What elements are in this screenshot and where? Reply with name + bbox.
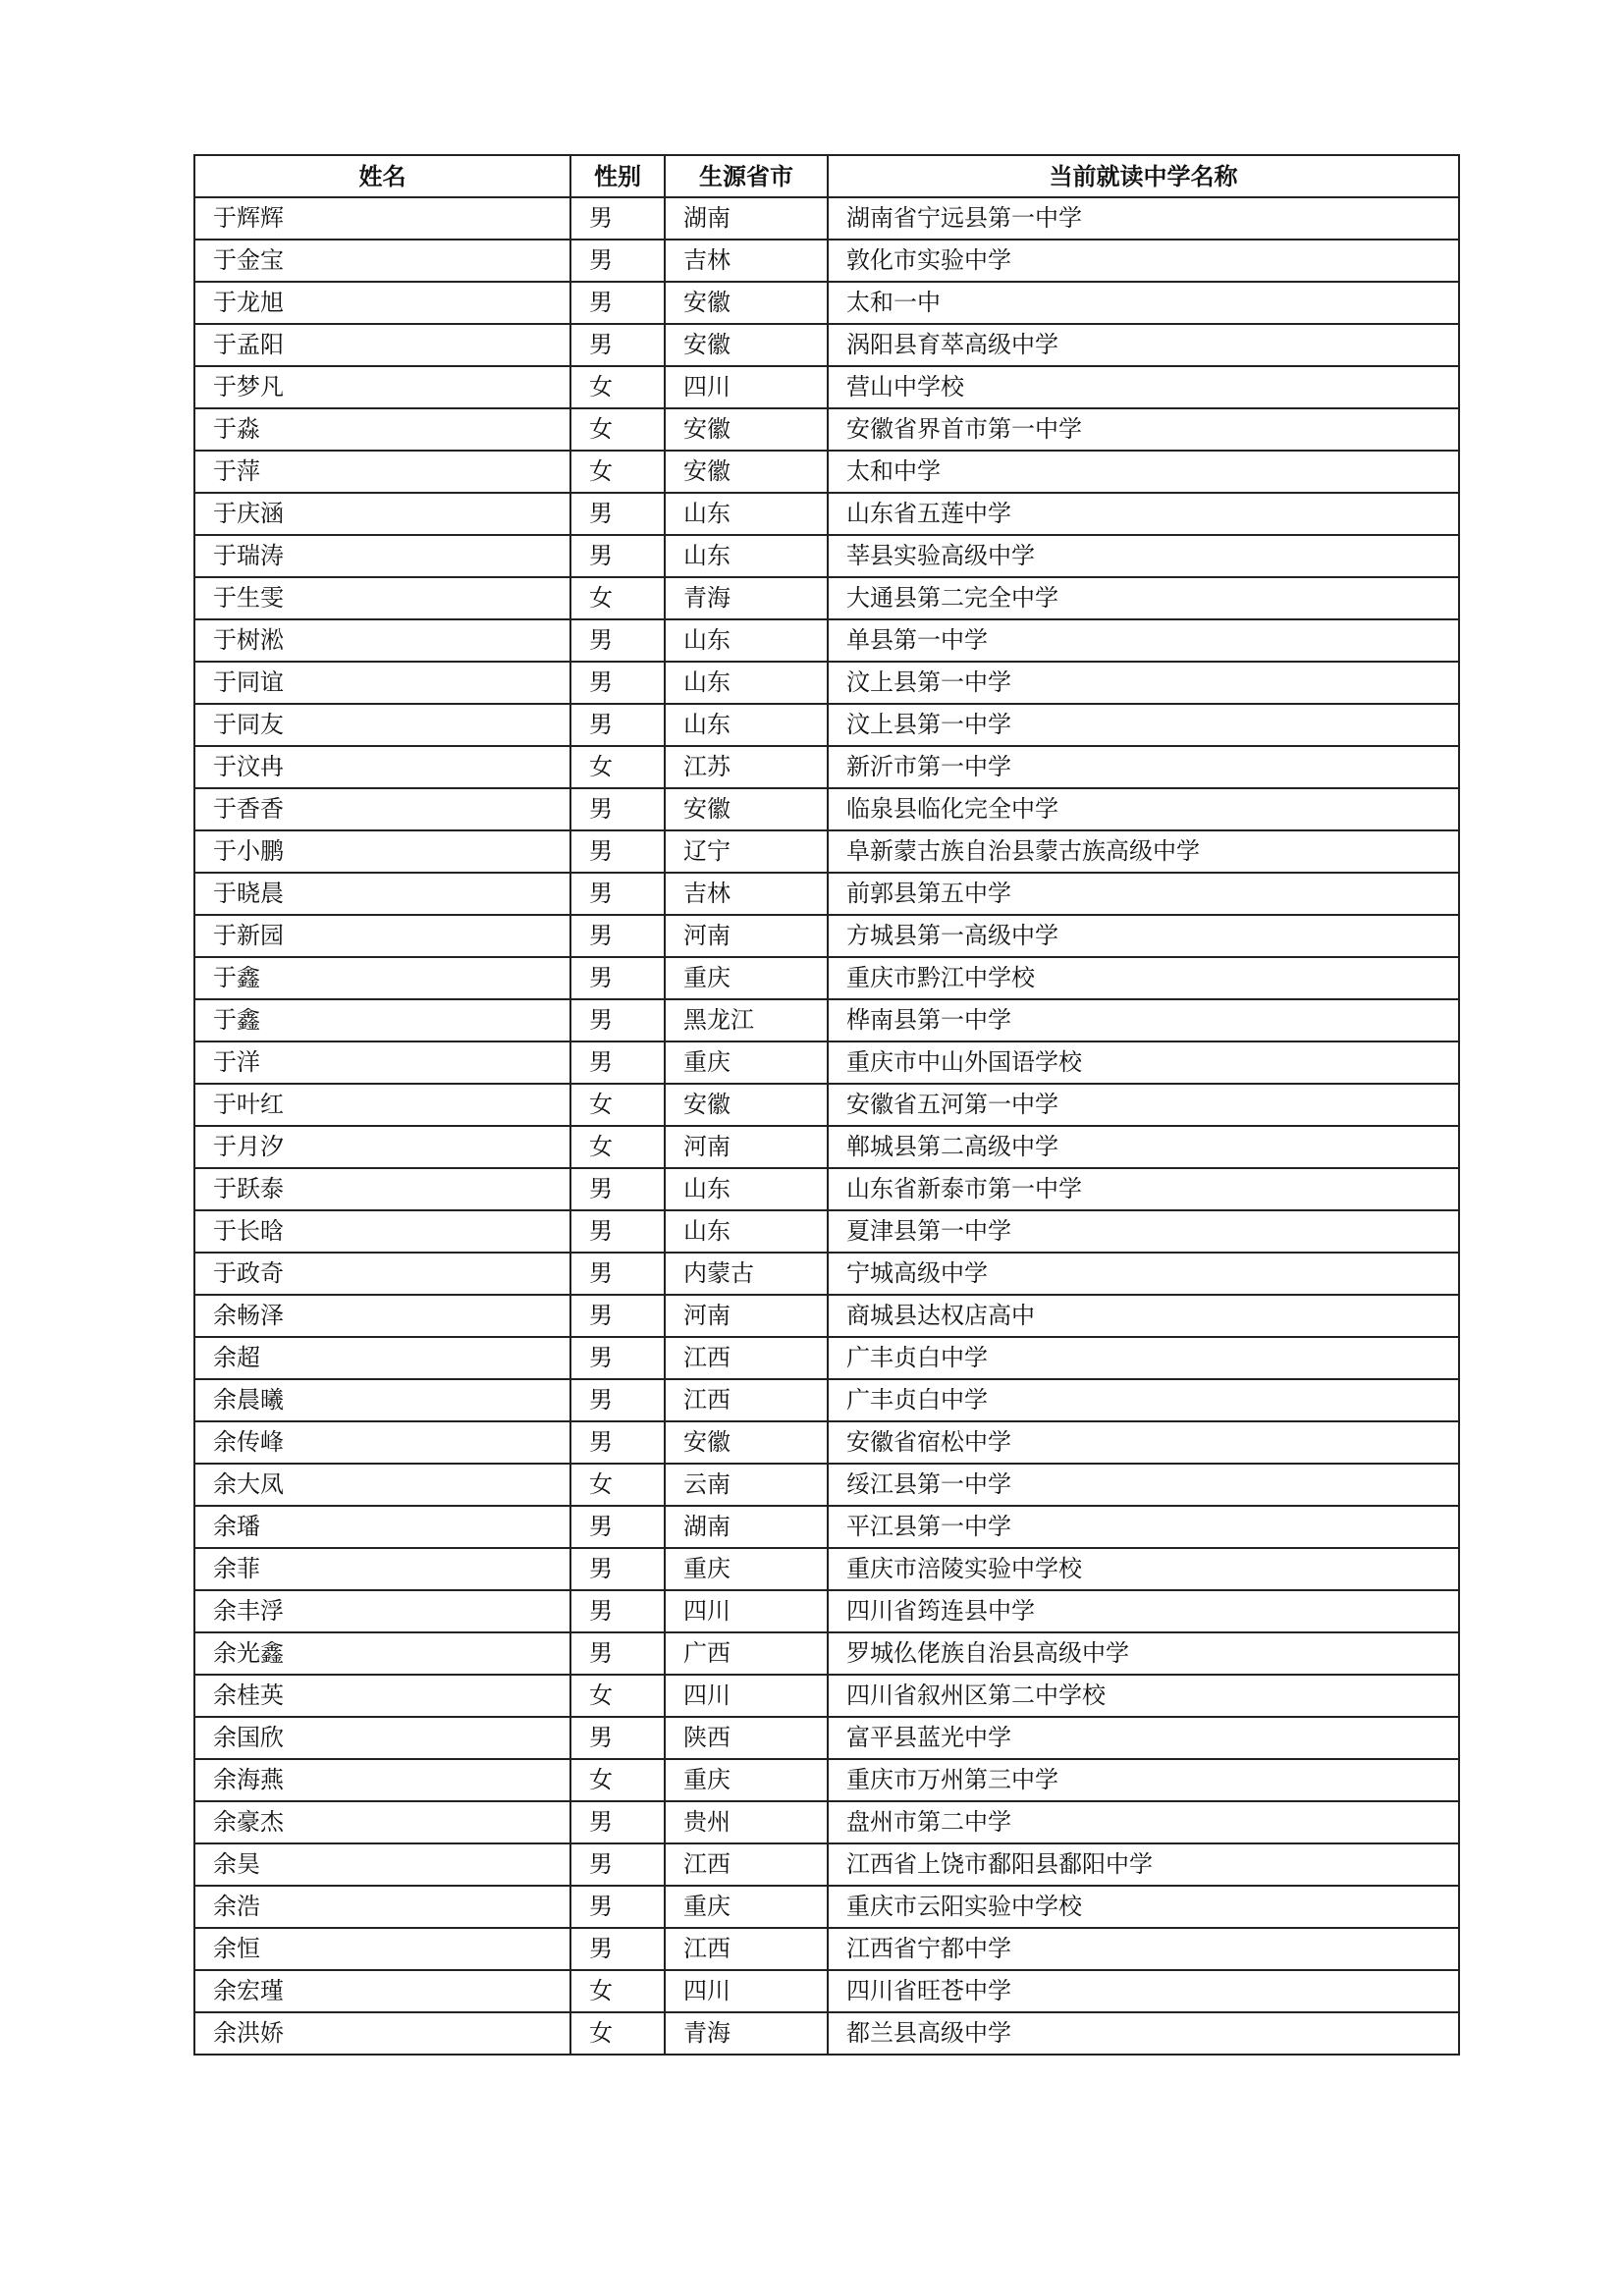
cell-province: 江西: [665, 1337, 828, 1379]
cell-school: 四川省旺苍中学: [828, 1970, 1459, 2012]
cell-province: 江西: [665, 1928, 828, 1970]
cell-province: 重庆: [665, 1041, 828, 1084]
cell-name: 于政奇: [194, 1253, 570, 1295]
cell-school: 阜新蒙古族自治县蒙古族高级中学: [828, 830, 1459, 873]
cell-school: 安徽省宿松中学: [828, 1421, 1459, 1464]
cell-name: 于金宝: [194, 240, 570, 282]
table-row: [194, 1041, 1459, 1084]
cell-province: 江西: [665, 1843, 828, 1886]
cell-school: 重庆市云阳实验中学校: [828, 1886, 1459, 1928]
cell-name: 于汶冉: [194, 746, 570, 788]
cell-province: 云南: [665, 1464, 828, 1506]
table-row: [194, 408, 1459, 451]
cell-school: 方城县第一高级中学: [828, 915, 1459, 957]
cell-gender: 女: [570, 1126, 665, 1168]
cell-province: 安徽: [665, 788, 828, 830]
cell-province: 广西: [665, 1632, 828, 1675]
cell-school: 夏津县第一中学: [828, 1210, 1459, 1253]
table-row: [194, 1506, 1459, 1548]
cell-name: 于同谊: [194, 662, 570, 704]
table-row: [194, 704, 1459, 746]
table-row: [194, 1675, 1459, 1717]
cell-school: 汶上县第一中学: [828, 662, 1459, 704]
cell-gender: 男: [570, 1632, 665, 1675]
cell-province: 安徽: [665, 324, 828, 366]
cell-school: 安徽省五河第一中学: [828, 1084, 1459, 1126]
cell-school: 江西省上饶市鄱阳县鄱阳中学: [828, 1843, 1459, 1886]
cell-province: 黑龙江: [665, 999, 828, 1041]
cell-province: 重庆: [665, 1886, 828, 1928]
cell-name: 于月汐: [194, 1126, 570, 1168]
cell-name: 于晓晨: [194, 873, 570, 915]
table-row: [194, 999, 1459, 1041]
cell-gender: 男: [570, 1253, 665, 1295]
cell-name: 余丰浮: [194, 1590, 570, 1632]
table-row: [194, 1126, 1459, 1168]
cell-name: 余浩: [194, 1886, 570, 1928]
cell-province: 贵州: [665, 1801, 828, 1843]
cell-gender: 男: [570, 1168, 665, 1210]
cell-gender: 男: [570, 1041, 665, 1084]
cell-province: 安徽: [665, 451, 828, 493]
header-school: 当前就读中学名称: [828, 155, 1459, 197]
cell-province: 四川: [665, 1675, 828, 1717]
table-row: [194, 1253, 1459, 1295]
table-row: [194, 1295, 1459, 1337]
cell-school: 罗城仫佬族自治县高级中学: [828, 1632, 1459, 1675]
cell-name: 于同友: [194, 704, 570, 746]
cell-gender: 男: [570, 1295, 665, 1337]
cell-name: 于龙旭: [194, 282, 570, 324]
cell-gender: 女: [570, 2012, 665, 2055]
cell-province: 安徽: [665, 1084, 828, 1126]
cell-school: 广丰贞白中学: [828, 1337, 1459, 1379]
cell-name: 于香香: [194, 788, 570, 830]
table-row: [194, 197, 1459, 240]
cell-name: 于长晗: [194, 1210, 570, 1253]
table-row: [194, 1886, 1459, 1928]
cell-name: 余宏瑾: [194, 1970, 570, 2012]
cell-gender: 女: [570, 408, 665, 451]
cell-name: 余恒: [194, 1928, 570, 1970]
table-row: [194, 1210, 1459, 1253]
table-row: [194, 1084, 1459, 1126]
cell-name: 于新园: [194, 915, 570, 957]
cell-name: 余畅泽: [194, 1295, 570, 1337]
cell-name: 余昊: [194, 1843, 570, 1886]
cell-gender: 男: [570, 1421, 665, 1464]
table-row: [194, 1928, 1459, 1970]
cell-name: 于叶红: [194, 1084, 570, 1126]
cell-province: 江西: [665, 1379, 828, 1421]
cell-name: 余豪杰: [194, 1801, 570, 1843]
cell-gender: 女: [570, 1084, 665, 1126]
cell-school: 新沂市第一中学: [828, 746, 1459, 788]
cell-province: 湖南: [665, 197, 828, 240]
cell-name: 于淼: [194, 408, 570, 451]
header-gender: 性别: [570, 155, 665, 197]
cell-gender: 女: [570, 366, 665, 408]
cell-gender: 男: [570, 240, 665, 282]
cell-province: 安徽: [665, 1421, 828, 1464]
cell-province: 山东: [665, 619, 828, 662]
cell-school: 郸城县第二高级中学: [828, 1126, 1459, 1168]
cell-school: 山东省五莲中学: [828, 493, 1459, 535]
table-row: [194, 493, 1459, 535]
cell-school: 重庆市黔江中学校: [828, 957, 1459, 999]
cell-name: 余洪娇: [194, 2012, 570, 2055]
table-row: [194, 1168, 1459, 1210]
cell-province: 湖南: [665, 1506, 828, 1548]
cell-school: 绥江县第一中学: [828, 1464, 1459, 1506]
cell-school: 汶上县第一中学: [828, 704, 1459, 746]
table-row: [194, 366, 1459, 408]
cell-name: 余海燕: [194, 1759, 570, 1801]
table-row: [194, 788, 1459, 830]
cell-gender: 男: [570, 1928, 665, 1970]
cell-gender: 男: [570, 999, 665, 1041]
cell-school: 太和中学: [828, 451, 1459, 493]
cell-name: 余菲: [194, 1548, 570, 1590]
cell-school: 太和一中: [828, 282, 1459, 324]
cell-school: 都兰县高级中学: [828, 2012, 1459, 2055]
cell-school: 单县第一中学: [828, 619, 1459, 662]
cell-gender: 女: [570, 577, 665, 619]
cell-school: 宁城高级中学: [828, 1253, 1459, 1295]
table-row: [194, 873, 1459, 915]
table-row: [194, 1464, 1459, 1506]
cell-gender: 男: [570, 1337, 665, 1379]
table-row: [194, 619, 1459, 662]
cell-gender: 男: [570, 1717, 665, 1759]
cell-gender: 男: [570, 324, 665, 366]
cell-school: 商城县达权店高中: [828, 1295, 1459, 1337]
cell-name: 于萍: [194, 451, 570, 493]
cell-school: 重庆市涪陵实验中学校: [828, 1548, 1459, 1590]
cell-name: 于树淞: [194, 619, 570, 662]
cell-name: 于庆涵: [194, 493, 570, 535]
table-row: [194, 1759, 1459, 1801]
cell-school: 大通县第二完全中学: [828, 577, 1459, 619]
cell-school: 敦化市实验中学: [828, 240, 1459, 282]
cell-province: 江苏: [665, 746, 828, 788]
table-row: [194, 1843, 1459, 1886]
cell-gender: 男: [570, 493, 665, 535]
cell-gender: 男: [570, 662, 665, 704]
cell-province: 四川: [665, 1590, 828, 1632]
cell-province: 山东: [665, 1168, 828, 1210]
table-row: [194, 1590, 1459, 1632]
cell-province: 山东: [665, 704, 828, 746]
cell-school: 江西省宁都中学: [828, 1928, 1459, 1970]
cell-gender: 男: [570, 619, 665, 662]
cell-name: 于孟阳: [194, 324, 570, 366]
cell-gender: 男: [570, 830, 665, 873]
cell-school: 临泉县临化完全中学: [828, 788, 1459, 830]
cell-name: 余国欣: [194, 1717, 570, 1759]
table-row: [194, 1632, 1459, 1675]
cell-province: 河南: [665, 1295, 828, 1337]
cell-gender: 女: [570, 1970, 665, 2012]
cell-name: 于跃泰: [194, 1168, 570, 1210]
table-row: [194, 746, 1459, 788]
cell-gender: 男: [570, 1801, 665, 1843]
header-row: [194, 155, 1459, 197]
cell-province: 山东: [665, 535, 828, 577]
cell-gender: 男: [570, 1506, 665, 1548]
table-row: [194, 957, 1459, 999]
cell-gender: 男: [570, 282, 665, 324]
table-row: [194, 324, 1459, 366]
cell-gender: 男: [570, 915, 665, 957]
table-row: [194, 535, 1459, 577]
cell-province: 重庆: [665, 957, 828, 999]
cell-province: 河南: [665, 915, 828, 957]
cell-name: 余光鑫: [194, 1632, 570, 1675]
cell-name: 余超: [194, 1337, 570, 1379]
cell-gender: 男: [570, 704, 665, 746]
cell-province: 山东: [665, 662, 828, 704]
cell-province: 青海: [665, 577, 828, 619]
cell-name: 于小鹏: [194, 830, 570, 873]
cell-school: 湖南省宁远县第一中学: [828, 197, 1459, 240]
table-row: [194, 662, 1459, 704]
cell-school: 重庆市中山外国语学校: [828, 1041, 1459, 1084]
cell-province: 四川: [665, 366, 828, 408]
table-row: [194, 1421, 1459, 1464]
table-row: [194, 1337, 1459, 1379]
cell-school: 四川省筠连县中学: [828, 1590, 1459, 1632]
table-row: [194, 1717, 1459, 1759]
table-row: [194, 1970, 1459, 2012]
cell-name: 余传峰: [194, 1421, 570, 1464]
cell-name: 于鑫: [194, 999, 570, 1041]
cell-school: 涡阳县育萃高级中学: [828, 324, 1459, 366]
cell-province: 重庆: [665, 1548, 828, 1590]
cell-gender: 男: [570, 1379, 665, 1421]
cell-gender: 男: [570, 957, 665, 999]
table-row: [194, 915, 1459, 957]
cell-name: 余璠: [194, 1506, 570, 1548]
cell-gender: 女: [570, 1759, 665, 1801]
cell-province: 陕西: [665, 1717, 828, 1759]
cell-school: 平江县第一中学: [828, 1506, 1459, 1548]
cell-school: 莘县实验高级中学: [828, 535, 1459, 577]
cell-school: 四川省叙州区第二中学校: [828, 1675, 1459, 1717]
cell-gender: 男: [570, 873, 665, 915]
cell-school: 安徽省界首市第一中学: [828, 408, 1459, 451]
cell-province: 吉林: [665, 240, 828, 282]
cell-name: 于瑞涛: [194, 535, 570, 577]
cell-province: 河南: [665, 1126, 828, 1168]
table-body: [194, 197, 1459, 2055]
table-row: [194, 1379, 1459, 1421]
cell-school: 重庆市万州第三中学: [828, 1759, 1459, 1801]
table-row: [194, 451, 1459, 493]
table-row: [194, 282, 1459, 324]
cell-name: 于辉辉: [194, 197, 570, 240]
cell-province: 辽宁: [665, 830, 828, 873]
table-row: [194, 2012, 1459, 2055]
cell-name: 于鑫: [194, 957, 570, 999]
cell-name: 余桂英: [194, 1675, 570, 1717]
header-province: 生源省市: [665, 155, 828, 197]
table-row: [194, 240, 1459, 282]
cell-province: 安徽: [665, 282, 828, 324]
cell-province: 内蒙古: [665, 1253, 828, 1295]
table-row: [194, 1548, 1459, 1590]
cell-school: 山东省新泰市第一中学: [828, 1168, 1459, 1210]
cell-gender: 男: [570, 1210, 665, 1253]
cell-gender: 男: [570, 1843, 665, 1886]
cell-school: 桦南县第一中学: [828, 999, 1459, 1041]
student-roster-table: [193, 154, 1460, 2056]
cell-school: 前郭县第五中学: [828, 873, 1459, 915]
cell-name: 于生雯: [194, 577, 570, 619]
cell-province: 山东: [665, 493, 828, 535]
cell-gender: 男: [570, 788, 665, 830]
cell-province: 吉林: [665, 873, 828, 915]
cell-school: 广丰贞白中学: [828, 1379, 1459, 1421]
cell-gender: 男: [570, 1886, 665, 1928]
cell-gender: 女: [570, 746, 665, 788]
cell-province: 山东: [665, 1210, 828, 1253]
table-row: [194, 830, 1459, 873]
cell-gender: 女: [570, 1675, 665, 1717]
cell-gender: 男: [570, 535, 665, 577]
cell-gender: 女: [570, 451, 665, 493]
header-name: 姓名: [194, 155, 570, 197]
cell-name: 余大凤: [194, 1464, 570, 1506]
cell-province: 青海: [665, 2012, 828, 2055]
cell-province: 重庆: [665, 1759, 828, 1801]
table-row: [194, 577, 1459, 619]
cell-province: 四川: [665, 1970, 828, 2012]
cell-school: 盘州市第二中学: [828, 1801, 1459, 1843]
cell-gender: 男: [570, 1548, 665, 1590]
cell-name: 于梦凡: [194, 366, 570, 408]
table-row: [194, 1801, 1459, 1843]
cell-name: 于洋: [194, 1041, 570, 1084]
cell-gender: 男: [570, 197, 665, 240]
cell-school: 富平县蓝光中学: [828, 1717, 1459, 1759]
cell-province: 安徽: [665, 408, 828, 451]
cell-gender: 女: [570, 1464, 665, 1506]
cell-name: 余晨曦: [194, 1379, 570, 1421]
cell-gender: 男: [570, 1590, 665, 1632]
table-header: [194, 155, 1459, 197]
cell-school: 营山中学校: [828, 366, 1459, 408]
